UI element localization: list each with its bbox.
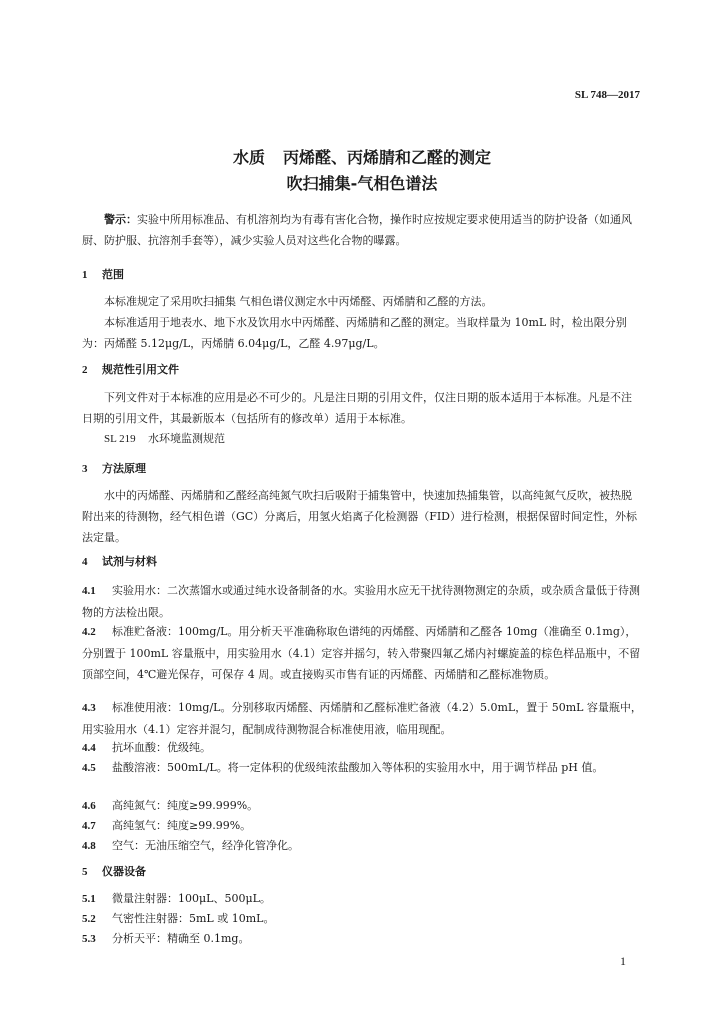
list-item-5-3 xyxy=(82,928,642,950)
item-text: 标准贮备液：100mg/L。用分析天平准确称取色谱纯的丙烯醛、丙烯腈和乙醛各 10mg（准确至 0.1mg），分别置于 100mL 容量瓶中，用实验用水（4.1）定容并摇匀，转入带聚四氟乙烯内衬螺旋盖的棕色样品瓶中，不留顶部空间，4℃避光保存，可保存 4 周。或直接购买市售有证的丙烯醛、丙烯腈和乙醛标准物质。 xyxy=(82,625,641,681)
section-1-paragraph-1: 本标准规定了采用吹扫捕集 气相色谱仪测定水中丙烯醛、丙烯腈和乙醛的方法。 xyxy=(104,295,493,308)
item-number: 5.3 xyxy=(82,933,96,945)
section-2-heading xyxy=(82,361,179,377)
list-item-4-2 xyxy=(82,621,642,685)
item-text: 盐酸溶液：500mL/L。将一定体积的优级纯浓盐酸加入等体积的实验用水中，用于调节样品 pH 值。 xyxy=(112,761,604,774)
warning-label: 警示： xyxy=(104,213,137,226)
list-item-4-7 xyxy=(82,815,642,837)
section-2-paragraph-1: 下列文件对于本标准的应用是必不可少的。凡是注日期的引用文件，仅注日期的版本适用于本标准。凡是不注日期的引用文件，其最新版本（包括所有的修改单）适用于本标准。 xyxy=(82,391,632,425)
section-1-title: 范围 xyxy=(102,268,124,281)
item-text: 微量注射器：100μL、500μL。 xyxy=(112,892,271,905)
item-number: 4.7 xyxy=(82,820,96,832)
item-text: 空气：无油压缩空气，经净化管净化。 xyxy=(112,839,299,852)
standard-code: SL 748—2017 xyxy=(574,89,640,101)
list-item-4-3 xyxy=(82,697,642,740)
document-title-line-2: 吹扫捕集-气相色谱法 xyxy=(286,174,438,193)
item-text: 高纯氮气：纯度≥99.999%。 xyxy=(112,799,259,812)
item-number: 4.2 xyxy=(82,626,96,638)
list-item-4-1 xyxy=(82,580,642,623)
item-number: 4.4 xyxy=(82,742,96,754)
list-item-5-2 xyxy=(82,908,642,930)
reference-code: SL 219 xyxy=(104,433,136,445)
item-text: 气密性注射器：5mL 或 10mL。 xyxy=(112,912,275,925)
section-3-title: 方法原理 xyxy=(102,462,146,475)
item-number: 4.3 xyxy=(82,702,96,714)
title-part-b: 丙烯醛、丙烯腈和乙醛的测定 xyxy=(283,148,492,167)
list-item-5-1 xyxy=(82,888,642,910)
item-number: 4.5 xyxy=(82,762,96,774)
section-2-title: 规范性引用文件 xyxy=(102,363,179,376)
reference-entry xyxy=(104,430,225,446)
section-5-title: 仪器设备 xyxy=(102,865,146,878)
page-number: 1 xyxy=(620,954,626,968)
section-5-heading xyxy=(82,863,146,879)
reference-title: 水环境监测规范 xyxy=(148,432,225,445)
item-text: 标准使用液：10mg/L。分别移取丙烯醛、丙烯腈和乙醛标准贮备液（4.2）5.0mL，置于 50mL 容量瓶中，用实验用水（4.1）定容并混匀，配制成待测物混合标准使用液，临用现配。 xyxy=(82,701,642,736)
item-text: 抗坏血酸：优级纯。 xyxy=(112,741,211,754)
section-5-number: 5 xyxy=(82,866,88,878)
title-part-a: 水质 xyxy=(232,148,265,167)
item-number: 4.8 xyxy=(82,840,96,852)
section-3-paragraph-1: 水中的丙烯醛、丙烯腈和乙醛经高纯氮气吹扫后吸附于捕集管中，快速加热捕集管，以高纯氮气反吹，被热脱附出来的待测物，经气相色谱（GC）分离后，用氢火焰离子化检测器（FID）进行检测，根据保留时间定性，外标法定量。 xyxy=(82,489,637,544)
document-title-line-1 xyxy=(0,145,724,168)
item-number: 5.2 xyxy=(82,913,96,925)
list-item-4-6 xyxy=(82,795,642,817)
section-1-heading xyxy=(82,266,124,282)
section-4-number: 4 xyxy=(82,556,88,568)
section-3-number: 3 xyxy=(82,463,88,475)
list-item-4-5 xyxy=(82,757,642,779)
item-text: 高纯氢气：纯度≥99.99%。 xyxy=(112,819,252,832)
item-number: 4.1 xyxy=(82,585,96,597)
item-text: 分析天平：精确至 0.1mg。 xyxy=(112,932,250,945)
warning-paragraph xyxy=(82,209,642,251)
section-2-number: 2 xyxy=(82,364,88,376)
item-number: 4.6 xyxy=(82,800,96,812)
section-1-number: 1 xyxy=(82,269,88,281)
section-4-heading xyxy=(82,553,157,569)
item-number: 5.1 xyxy=(82,893,96,905)
warning-text: 实验中所用标准品、有机溶剂均为有毒有害化合物，操作时应按规定要求使用适当的防护设备（如通风厨、防护服、抗溶剂手套等），减少实验人员对这些化合物的曝露。 xyxy=(82,213,632,247)
section-4-title: 试剂与材料 xyxy=(102,555,157,568)
list-item-4-8 xyxy=(82,835,642,857)
item-text: 实验用水：二次蒸馏水或通过纯水设备制备的水。实验用水应无干扰待测物测定的杂质，或杂质含量低于待测物的方法检出限。 xyxy=(82,584,640,619)
list-item-4-4 xyxy=(82,737,642,759)
section-1-paragraph-2: 本标准适用于地表水、地下水及饮用水中丙烯醛、丙烯腈和乙醛的测定。当取样量为 10mL 时，检出限分别为：丙烯醛 5.12μg/L，丙烯腈 6.04μg/L，乙醛 4.97μg/L。 xyxy=(82,316,627,350)
section-3-heading xyxy=(82,460,146,476)
